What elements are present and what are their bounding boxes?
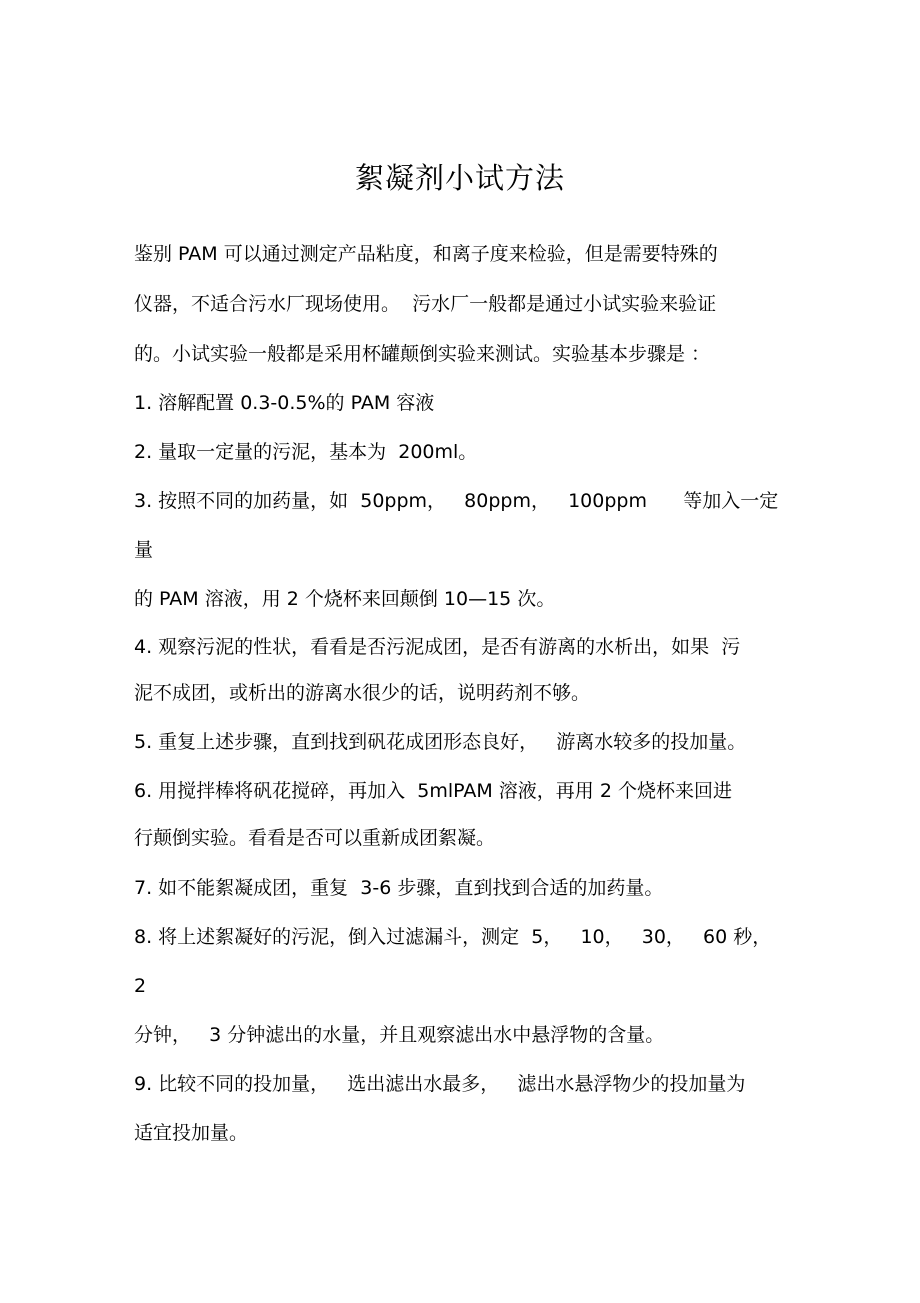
paragraph-line: 仪器，不适合污水厂现场使用。 污水厂一般都是通过小试实验来验证 xyxy=(134,293,717,315)
step-line: 量 xyxy=(134,539,154,561)
step-line: 2 xyxy=(134,975,147,997)
step-line: 4. 观察污泥的性状，看看是否污泥成团，是否有游离的水析出，如果 污 xyxy=(134,636,741,658)
step-line: 泥不成团，或析出的游离水很少的话，说明药剂不够。 xyxy=(134,682,591,704)
step-line: 9. 比较不同的投加量， 选出滤出水最多， 滤出水悬浮物少的投加量为 xyxy=(134,1073,746,1095)
step-line: 行颠倒实验。看看是否可以重新成团絮凝。 xyxy=(134,827,496,849)
paragraph-line: 的。小试实验一般都是采用杯罐颠倒实验来测试。实验基本步骤是 ： xyxy=(134,343,711,365)
paragraph-line: 鉴别 PAM 可以通过测定产品粘度，和离子度来检验，但是需要特殊的 xyxy=(134,243,718,265)
step-line: 1. 溶解配置 0.3-0.5%的 PAM 容液 xyxy=(134,392,435,414)
step-line: 分钟， 3 分钟滤出的水量，并且观察滤出水中悬浮物的含量。 xyxy=(134,1024,665,1046)
step-line: 7. 如不能絮凝成团，重复 3-6 步骤，直到找到合适的加药量。 xyxy=(134,877,664,899)
step-line: 8. 将上述絮凝好的污泥，倒入过滤漏斗，测定 5， 10， 30， 60 秒， xyxy=(134,926,772,948)
step-line: 6. 用搅拌棒将矾花搅碎，再加入 5mlPAM 溶液，再用 2 个烧杯来回进 xyxy=(134,780,732,802)
step-line: 5. 重复上述步骤，直到找到矾花成团形态良好， 游离水较多的投加量。 xyxy=(134,731,747,753)
step-line: 2. 量取一定量的污泥，基本为 200ml。 xyxy=(134,441,478,463)
document-title: 絮凝剂小试方法 xyxy=(354,161,565,195)
step-line: 3. 按照不同的加药量，如 50ppm， 80ppm， 100ppm 等加入一定 xyxy=(134,490,779,512)
step-line: 适宜投加量。 xyxy=(134,1122,249,1144)
step-line: 的 PAM 溶液，用 2 个烧杯来回颠倒 10—15 次。 xyxy=(134,588,556,610)
